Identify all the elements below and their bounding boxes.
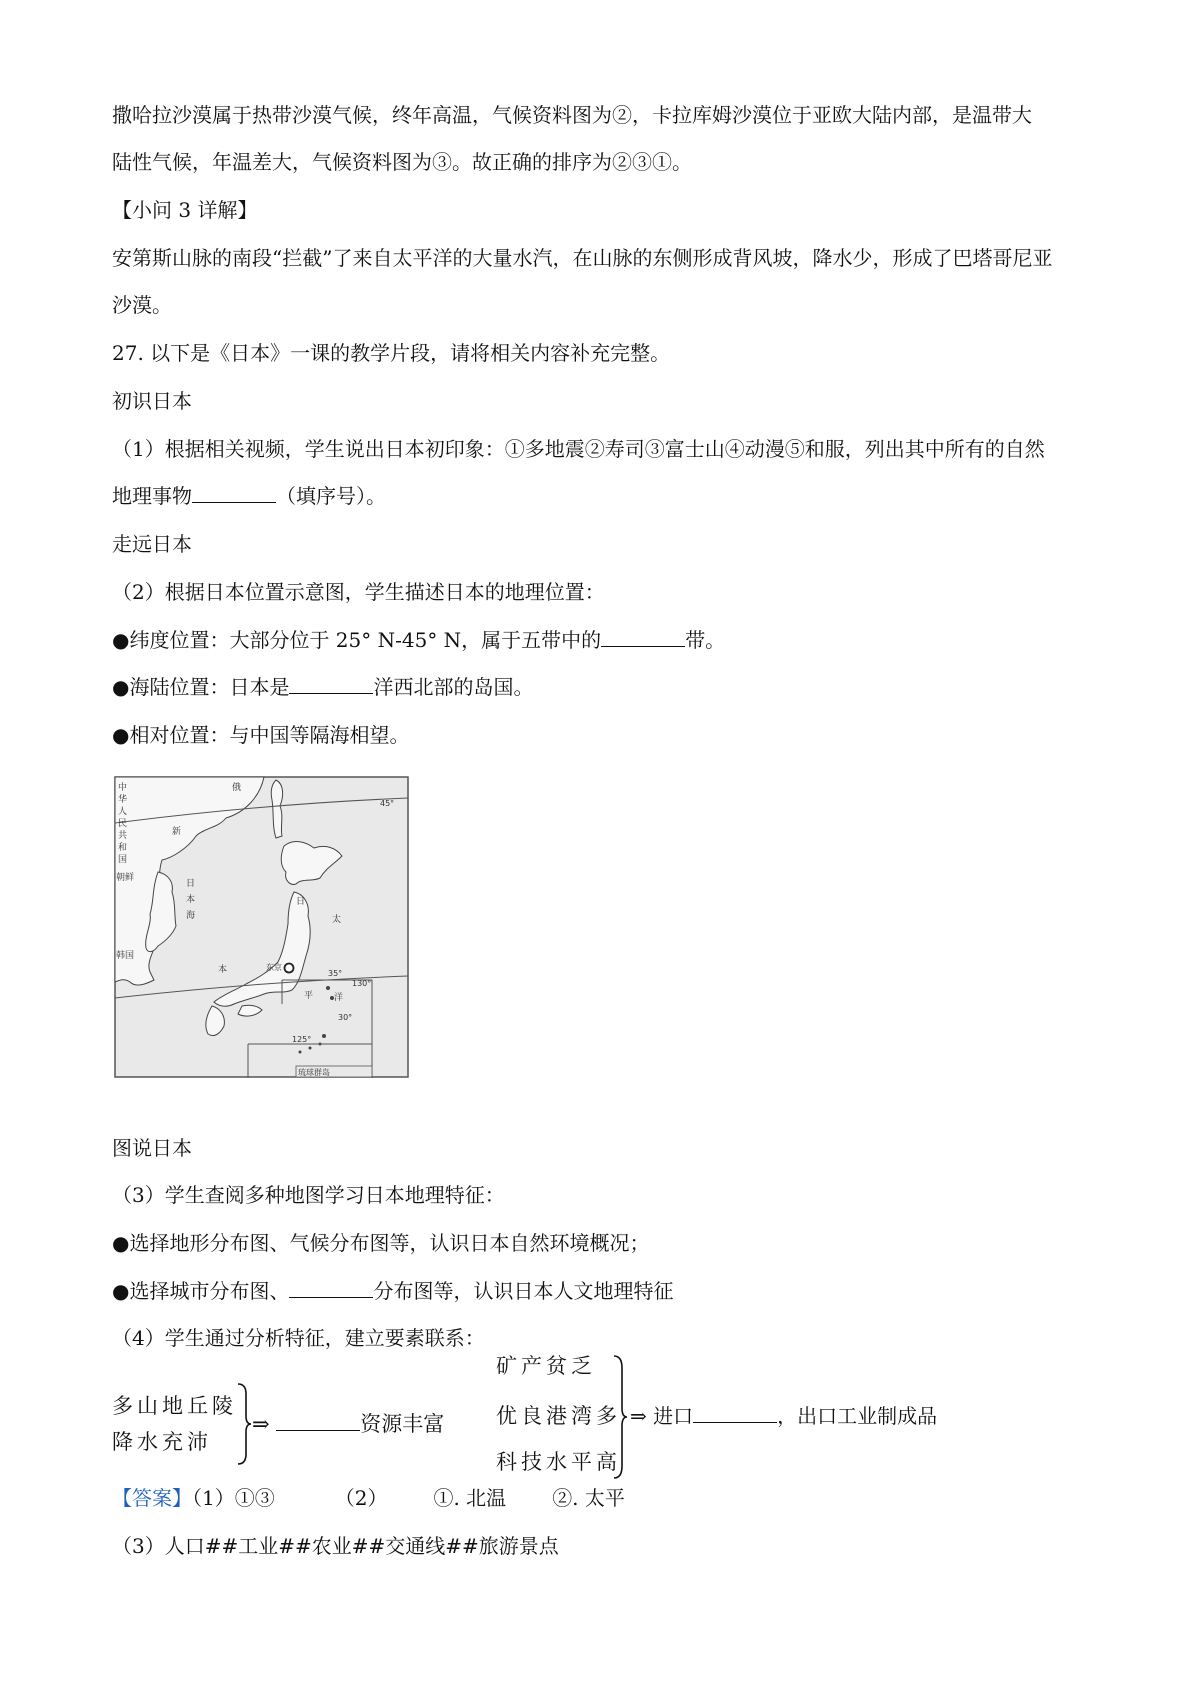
question-27: 27. 以下是《日本》一课的教学片段，请将相关内容补充完整。 xyxy=(112,341,671,365)
right-brace-icon xyxy=(612,1354,628,1480)
tokyo-marker xyxy=(285,964,294,973)
label-china-7: 国 xyxy=(118,855,128,865)
answer-blank[interactable] xyxy=(276,1410,360,1431)
answer-blank[interactable] xyxy=(289,1277,373,1298)
label-china-1: 中 xyxy=(118,783,128,793)
arrow-2-icon: ⇒ xyxy=(630,1404,647,1428)
label-lat-30: 30° xyxy=(338,1013,353,1022)
subsection-heading: 【小问 3 详解】 xyxy=(112,198,258,222)
label-china-3: 人 xyxy=(118,807,128,817)
label-japan-ri: 日 xyxy=(296,897,306,907)
diagram-resource: 资源丰富 xyxy=(360,1412,445,1436)
line-p5: 沙漠。 xyxy=(112,293,172,317)
label-sea-2: 本 xyxy=(186,895,196,905)
line-p1: 撒哈拉沙漠属于热带沙漠气候，终年高温，气候资料图为②，卡拉库姆沙漠位于亚欧大陆内部，是温带大 xyxy=(112,103,1032,127)
line-p4: 安第斯山脉的南段“拦截”了来自太平洋的大量水汽，在山脉的东侧形成背风坡，降水少，形成了巴塔哥尼亚 xyxy=(112,246,1053,270)
answer-blank[interactable] xyxy=(289,673,373,694)
label-sea-1: 日 xyxy=(186,879,196,889)
label-xin: 新 xyxy=(172,827,182,837)
label-lon-125: 125° xyxy=(292,1035,312,1044)
line-p2: 陆性气候，年温差大，气候资料图为③。故正确的排序为②③①。 xyxy=(112,150,692,174)
label-china-6: 和 xyxy=(118,843,128,853)
label-lon-130: 130° xyxy=(352,979,372,988)
label-china-2: 华 xyxy=(118,795,128,805)
japan-location-map xyxy=(114,776,409,1078)
answer-line-1: 【答案】（1）①③ （2） ①. 北温 ②. 太平 xyxy=(112,1486,625,1510)
diagram-export: ，出口工业制成品 xyxy=(777,1404,938,1428)
question-2-bullet-1: ●纬度位置：大部分位于 25° N-45° N，属于五带中的 带。 xyxy=(112,628,726,652)
section-title-1: 初识日本 xyxy=(112,389,192,413)
question-3: （3）学生查阅多种地图学习日本地理特征： xyxy=(112,1183,505,1207)
label-ryukyu: 琉球群岛 xyxy=(298,1068,330,1077)
diagram-mid-top: 矿产贫乏 xyxy=(496,1354,596,1378)
question-2: （2）根据日本位置示意图，学生描述日本的地理位置： xyxy=(112,580,605,604)
answer-blank[interactable] xyxy=(601,626,685,647)
answer-blank[interactable] xyxy=(693,1402,777,1423)
label-pacific-3: 洋 xyxy=(334,993,344,1003)
label-sea-3: 海 xyxy=(186,911,196,921)
label-china-4: 民 xyxy=(118,819,128,829)
question-4: （4）学生通过分析特征，建立要素联系： xyxy=(112,1326,485,1350)
diagram-import: 进口 xyxy=(653,1404,694,1428)
question-2-bullet-3: ●相对位置：与中国等隔海相望。 xyxy=(112,723,410,747)
label-north-korea: 朝鲜 xyxy=(116,873,135,883)
label-china-5: 共 xyxy=(118,831,128,841)
label-russia: 俄 xyxy=(232,783,242,793)
question-1-a: （1）根据相关视频，学生说出日本初印象：①多地震②寿司③富士山④动漫⑤和服，列出其中所有的自然 xyxy=(112,437,1045,461)
arrow-1-icon: ⇒ xyxy=(252,1412,270,1436)
question-3-bullet-1: ●选择地形分布图、气候分布图等，认识日本自然环境概况； xyxy=(112,1231,650,1255)
label-pacific-1: 太 xyxy=(332,915,342,925)
answer-line-2: （3）人口##工业##农业##交通线##旅游景点 xyxy=(112,1534,559,1558)
diagram-left-bottom: 降水充沛 xyxy=(112,1430,212,1454)
question-1-b: 地理事物 （填序号）。 xyxy=(112,484,386,508)
section-title-3: 图说日本 xyxy=(112,1136,192,1160)
label-tokyo: 东京 xyxy=(266,963,282,972)
label-japan-ben: 本 xyxy=(218,965,228,975)
diagram-left-top: 多山地丘陵 xyxy=(112,1394,237,1418)
label-lat-45: 45° xyxy=(380,799,395,808)
section-title-2: 走远日本 xyxy=(112,532,192,556)
label-south-korea: 韩国 xyxy=(116,951,135,961)
label-pacific-2: 平 xyxy=(304,991,314,1001)
answer-tag: 【答案】 xyxy=(112,1486,192,1510)
question-3-bullet-2: ●选择城市分布图、 分布图等，认识日本人文地理特征 xyxy=(112,1279,674,1303)
left-brace-icon xyxy=(236,1382,252,1466)
diagram-mid-mid: 优良港湾多 xyxy=(496,1404,621,1428)
answer-blank[interactable] xyxy=(192,482,276,503)
diagram-mid-bottom: 科技水平高 xyxy=(496,1450,621,1474)
question-2-bullet-2: ●海陆位置：日本是 洋西北部的岛国。 xyxy=(112,675,534,699)
label-lat-35: 35° xyxy=(328,969,343,978)
